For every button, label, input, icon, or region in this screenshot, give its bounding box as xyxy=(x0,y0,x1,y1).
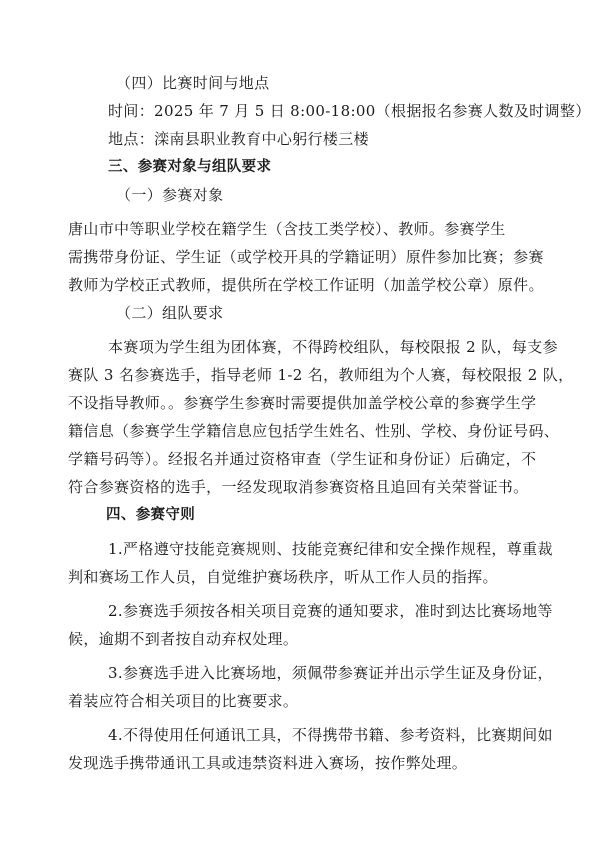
para-rule-1 xyxy=(68,535,553,591)
para-line: 着装应符合相关项目的比赛要求。 xyxy=(68,692,299,710)
subheading-team: （二）组队要求 xyxy=(116,304,224,322)
para-line: 本赛项为学生组为团体赛，不得跨校组队，每校限报 2 队，每支参 xyxy=(108,338,558,356)
para-line: 赛队 3 名参赛选手，指导老师 1-2 名，教师组为个人赛，每校限报 2 队， xyxy=(68,366,574,384)
para-line: 唐山市中等职业学校在籍学生（含技工类学校）、教师。参赛学生 xyxy=(68,220,506,238)
para-rule-4 xyxy=(68,721,553,777)
para-line: 候，逾期不到者按自动弃权处理。 xyxy=(68,630,299,648)
para-line: 4.不得使用任何通讯工具，不得携带书籍、参考资料，比赛期间如 xyxy=(108,726,553,744)
para-line: 学籍号码等）。经报名并通过资格审查（学生证和身份证）后确定，不 xyxy=(68,450,537,468)
para-time: 时间：2025 年 7 月 5 日 8:00-18:00（根据报名参赛人数及时调整） xyxy=(108,102,591,120)
para-line: 符合参赛资格的选手，一经发现取消参赛资格且追回有关荣誉证书。 xyxy=(68,478,529,496)
para-line: 籍信息（参赛学生学籍信息应包括学生姓名、性别、学校、身份证号码、 xyxy=(68,422,560,440)
para-line: 3.参赛选手进入比赛场地，须佩带参赛证并出示学生证及身份证， xyxy=(108,664,553,682)
para-line: 判和赛场工作人员，自觉维护赛场秩序，听从工作人员的指挥。 xyxy=(68,568,498,586)
subheading-participants: （一）参赛对象 xyxy=(116,186,224,204)
para-place: 地点：滦南县职业教育中心躬行楼三楼 xyxy=(108,130,369,148)
para-line: 发现选手携带通讯工具或违禁资料进入赛场，按作弊处理。 xyxy=(68,754,468,772)
para-line: 2.参赛选手须按各相关项目竞赛的通知要求，准时到达比赛场地等 xyxy=(108,602,553,620)
para-line: 教师为学校正式教师，提供所在学校工作证明（加盖学校公章）原件。 xyxy=(68,276,544,294)
para-team xyxy=(68,333,574,501)
para-participants xyxy=(68,215,544,299)
heading-section-4: 四、参赛守则 xyxy=(106,507,196,523)
para-rule-3 xyxy=(68,659,553,715)
heading-section-3: 三、参赛对象与组队要求 xyxy=(108,159,272,175)
para-line: 不设指导教师。。参赛学生参赛时需要提供加盖学校公章的参赛学生学 xyxy=(68,394,537,412)
subheading-time-place: （四）比赛时间与地点 xyxy=(116,74,270,92)
para-line: 需携带身份证、学生证（或学校开具的学籍证明）原件参加比赛；参赛 xyxy=(68,248,544,266)
document-body xyxy=(68,69,591,777)
para-line: 1.严格遵守技能竞赛规则、技能竞赛纪律和安全操作规程，尊重裁 xyxy=(108,540,553,558)
para-rule-2 xyxy=(68,597,553,653)
